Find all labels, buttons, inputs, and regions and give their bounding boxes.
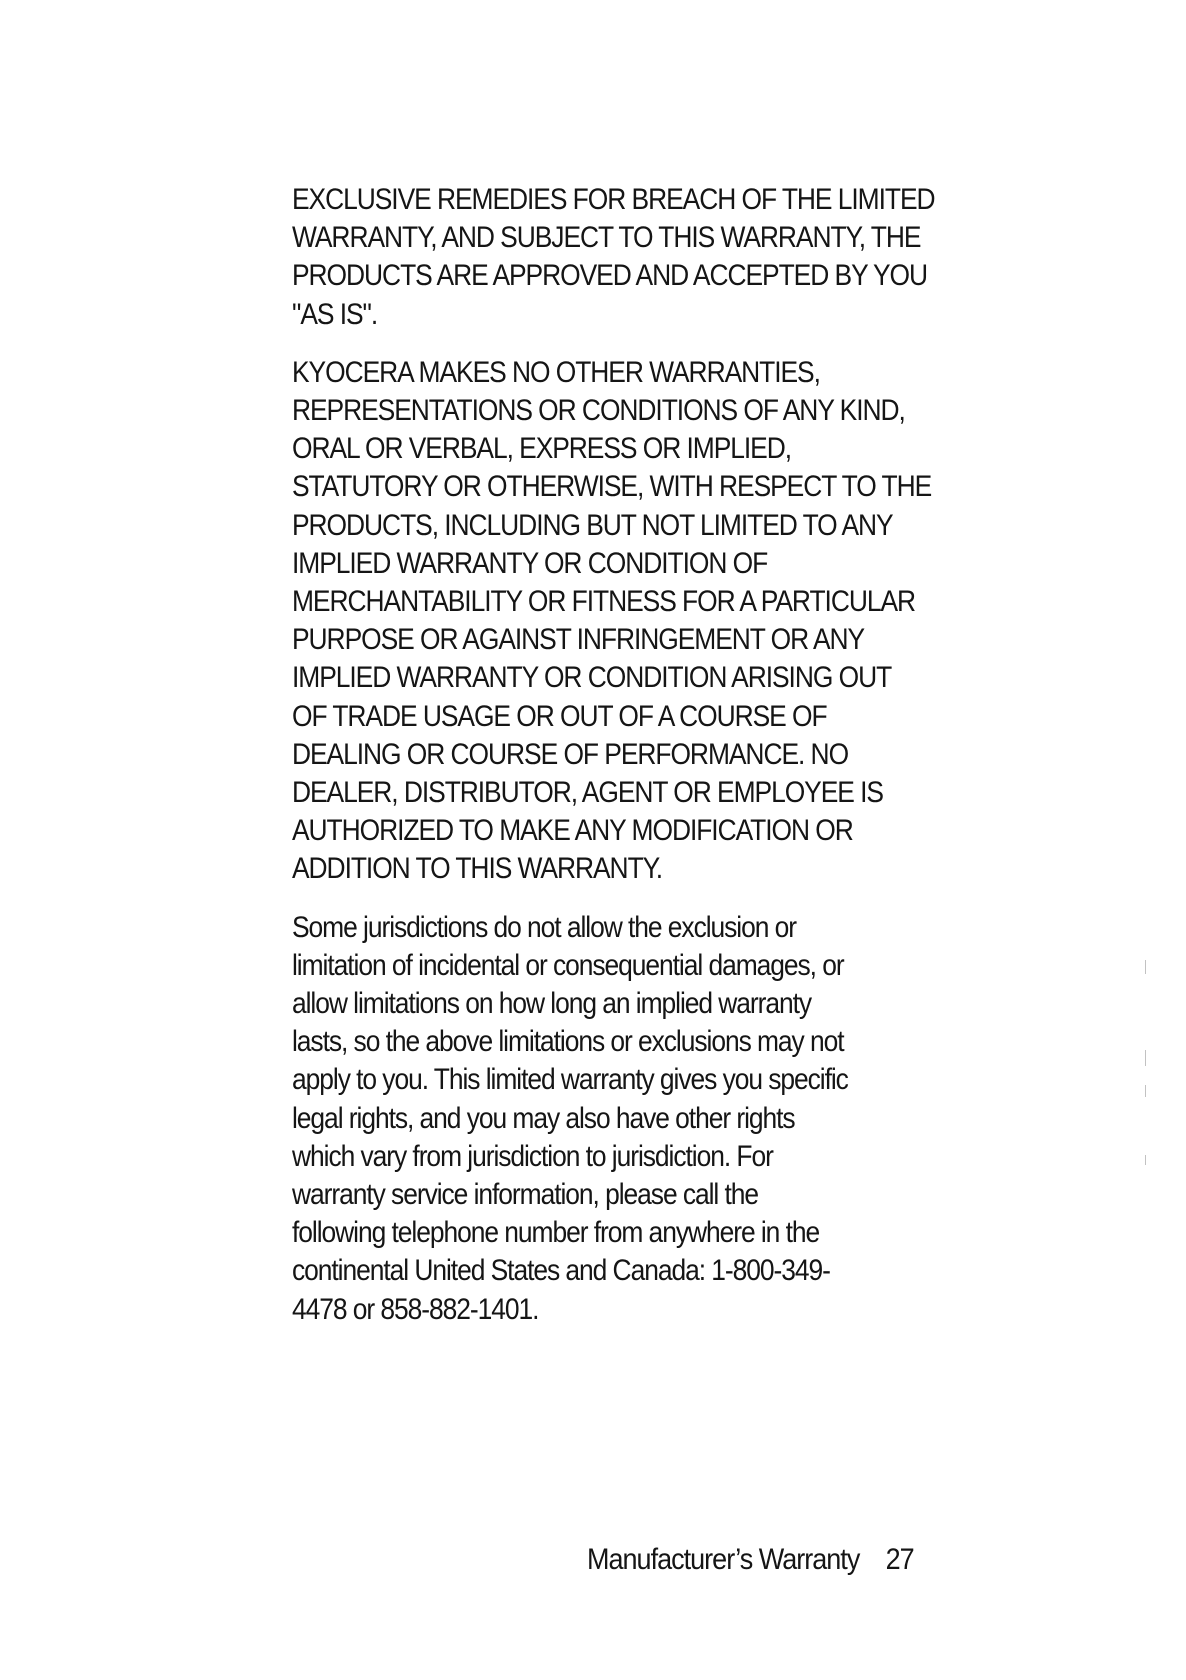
text-line: apply to you. This limited warranty gives you specific (292, 1063, 848, 1097)
text-line: continental United States and Canada: 1-800-349- (292, 1254, 830, 1288)
page-footer (587, 1540, 965, 1580)
scan-artifact (1145, 960, 1146, 974)
warranty-text-column (292, 181, 935, 1329)
text-line: legal rights, and you may also have other rights (292, 1101, 795, 1135)
text-line: KYOCERA MAKES NO OTHER WARRANTIES, (292, 355, 820, 389)
text-line: ADDITION TO THIS WARRANTY. (292, 852, 663, 886)
text-line: DEALER, DISTRIBUTOR, AGENT OR EMPLOYEE IS (292, 776, 883, 810)
text-line: warranty service information, please call the (292, 1178, 759, 1212)
text-line: MERCHANTABILITY OR FITNESS FOR A PARTICULAR (292, 585, 916, 619)
text-line: IMPLIED WARRANTY OR CONDITION OF (292, 546, 768, 580)
text-line: limitation of incidental or consequential damages, or (292, 948, 844, 982)
text-line: WARRANTY, AND SUBJECT TO THIS WARRANTY, THE (292, 221, 921, 255)
scan-artifact (1145, 1155, 1146, 1165)
text-line: PRODUCTS ARE APPROVED AND ACCEPTED BY YOU (292, 259, 927, 293)
text-line: lasts, so the above limitations or exclusions may not (292, 1025, 844, 1059)
text-line: allow limitations on how long an implied warranty (292, 987, 812, 1021)
text-line: REPRESENTATIONS OR CONDITIONS OF ANY KIND, (292, 394, 905, 428)
text-line: ORAL OR VERBAL, EXPRESS OR IMPLIED, (292, 432, 792, 466)
page-number: 27 (885, 1543, 914, 1576)
disclaimer-paragraph (292, 354, 932, 889)
footer-section-title: Manufacturer’s Warranty (587, 1543, 860, 1576)
text-line: "AS IS". (292, 297, 378, 331)
text-line: 4478 or 858-882-1401. (292, 1292, 539, 1326)
text-line: IMPLIED WARRANTY OR CONDITION ARISING OUT (292, 661, 892, 695)
text-line: AUTHORIZED TO MAKE ANY MODIFICATION OR (292, 814, 853, 848)
text-line: Some jurisdictions do not allow the exclusion or (292, 910, 797, 944)
text-line: PURPOSE OR AGAINST INFRINGEMENT OR ANY (292, 623, 865, 657)
text-line: OF TRADE USAGE OR OUT OF A COURSE OF (292, 699, 827, 733)
text-line: PRODUCTS, INCLUDING BUT NOT LIMITED TO ANY (292, 508, 893, 542)
scan-artifact (1145, 1050, 1146, 1066)
text-line: STATUTORY OR OTHERWISE, WITH RESPECT TO THE (292, 470, 932, 504)
jurisdiction-paragraph (292, 909, 932, 1329)
scan-artifact (1145, 1085, 1146, 1097)
text-line: DEALING OR COURSE OF PERFORMANCE. NO (292, 737, 849, 771)
text-line: EXCLUSIVE REMEDIES FOR BREACH OF THE LIMITED (292, 183, 935, 216)
remedies-paragraph (292, 181, 935, 334)
text-line: which vary from jurisdiction to jurisdiction. For (292, 1139, 773, 1173)
text-line: following telephone number from anywhere in the (292, 1216, 820, 1250)
